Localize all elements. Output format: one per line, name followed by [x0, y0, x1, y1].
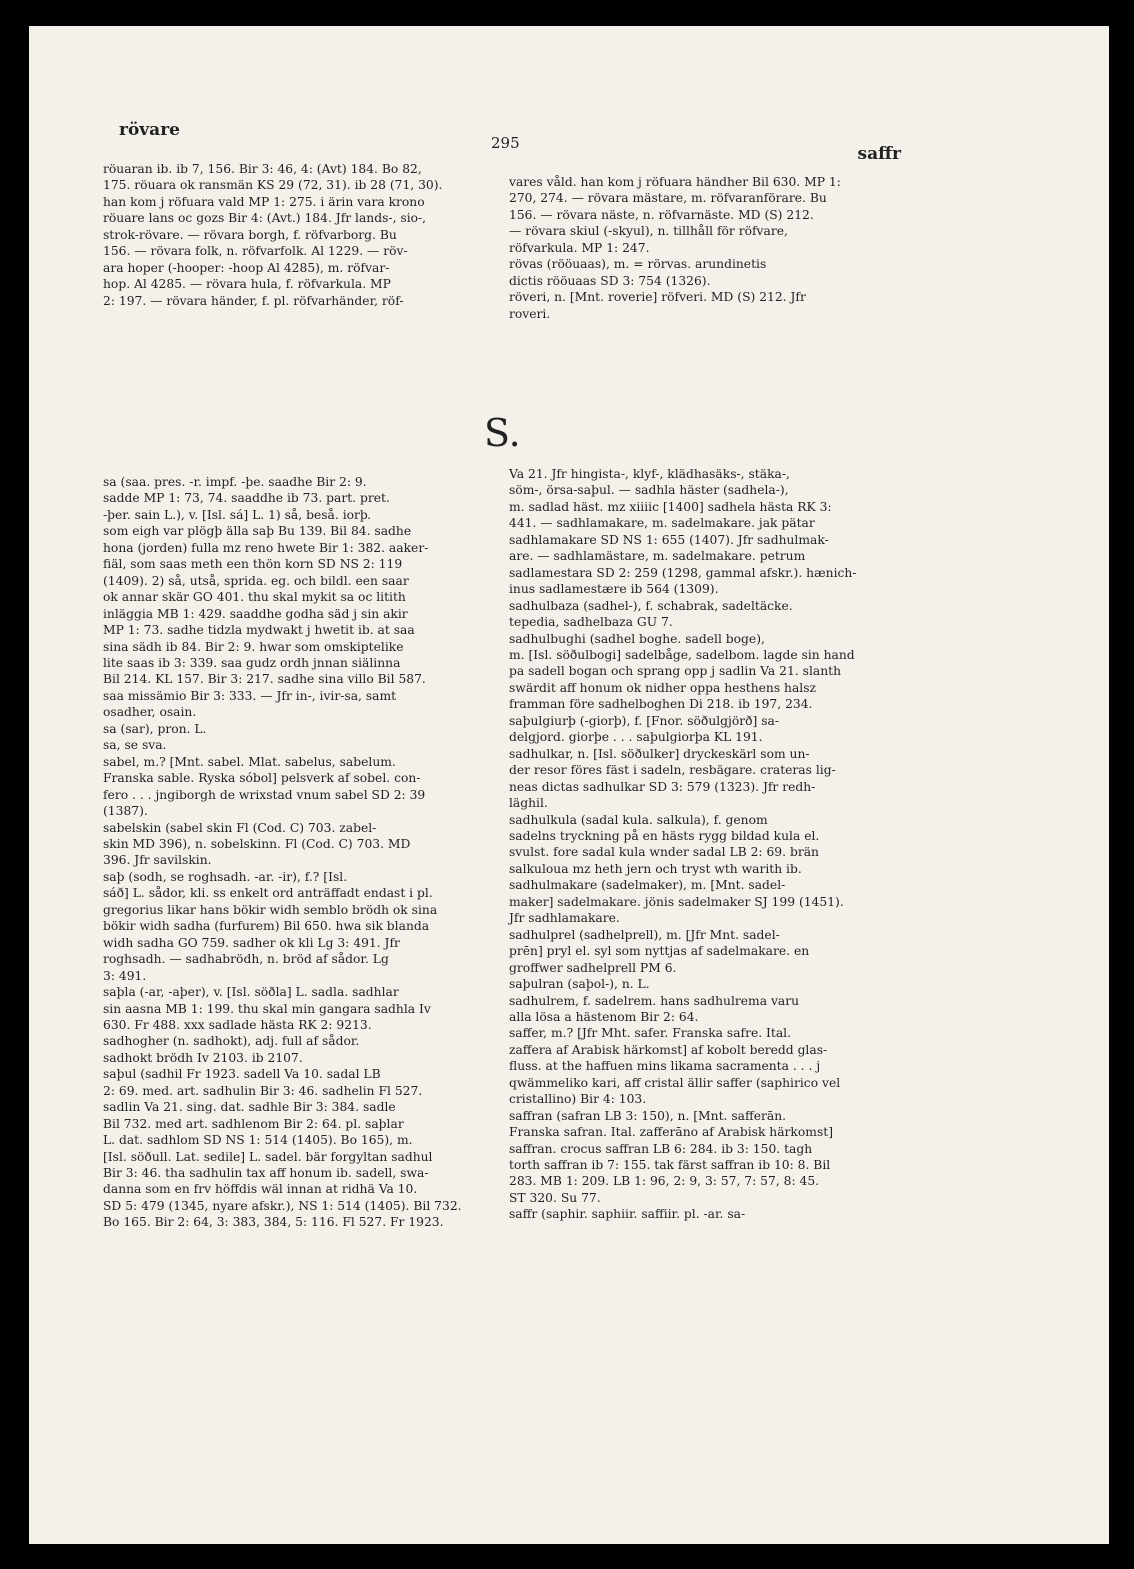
text-line: zaffera af Arabisk härkomst] af kobolt beredd glas- [509, 1042, 828, 1057]
text-line: söm-, örsa-saþul. — sadhla häster (sadhela-), [509, 483, 789, 498]
text-line: sadlamestara SD 2: 259 (1298, gammal afskr.). hænich- [509, 565, 857, 580]
running-head-left: rövare [119, 120, 180, 140]
text-line: inus sadlamestære ib 564 (1309). [509, 582, 719, 597]
top-left-column [103, 161, 493, 309]
text-line: 630. Fr 488. xxx sadlade hästa RK 2: 9213. [103, 1017, 372, 1032]
text-line: hona (jorden) fulla mz reno hwete Bir 1: 382. aaker- [103, 540, 429, 555]
text-line: hop. Al 4285. — rövara hula, f. röfvarkula. MP [103, 277, 391, 292]
text-line: widh sadha GO 759. sadher ok kli Lg 3: 491. Jfr [103, 935, 400, 950]
text-line: -þer. sain L.), v. [Isl. sá] L. 1) så, beså. iorþ. [103, 507, 372, 522]
text-line: tepedia, sadhelbaza GU 7. [509, 615, 673, 630]
text-line: sadhulbughi (sadhel boghe. sadell boge), [509, 631, 765, 646]
text-line: saþ (sodh, se roghsadh. -ar. -ir), f.? [Isl. [103, 869, 348, 884]
text-line: strok-rövare. — rövara borgh, f. röfvarborg. Bu [103, 227, 397, 242]
text-line: salkuloua mz heth jern och tryst wth warith ib. [509, 861, 802, 876]
text-line: röfvarkula. MP 1: 247. [509, 240, 650, 255]
text-line: Bil 214. KL 157. Bir 3: 217. sadhe sina villo Bil 587. [103, 672, 426, 687]
running-head-right: saffr [857, 144, 901, 164]
text-line: groffwer sadhelprell PM 6. [509, 960, 677, 975]
text-line: vares våld. han kom j röfuara händher Bil 630. MP 1: [509, 175, 841, 189]
text-line: Bir 3: 46. tha sadhulin tax aff honum ib. sadell, swa- [103, 1166, 429, 1181]
text-line: sáð] L. sådor, kli. ss enkelt ord anträffadt endast i pl. [103, 886, 433, 901]
text-line: 2: 197. — rövara händer, f. pl. röfvarhänder, röf- [103, 293, 404, 308]
text-line: bökir widh sadha (furfurem) Bil 650. hwa sik blanda [103, 919, 430, 934]
text-line: saþulran (saþol-), n. L. [509, 977, 650, 992]
text-line: roveri. [509, 306, 551, 321]
text-line: lite saas ib 3: 339. saa gudz ordh jnnan siälinna [103, 655, 401, 670]
text-line: ST 320. Su 77. [509, 1190, 601, 1205]
body-left-column [103, 474, 505, 1231]
text-line: han kom j röfuara vald MP 1: 275. i ärin vara krono [103, 194, 425, 209]
text-line: fero . . . jngiborgh de wrixstad vnum sabel SD 2: 39 [103, 787, 426, 802]
text-line: qwämmeliko kari, aff cristal ällir saffer (saphirico vel [509, 1075, 841, 1090]
section-letter-heading: S. [484, 411, 521, 455]
text-line: fiäl, som saas meth een thön korn SD NS 2: 119 [103, 557, 403, 572]
text-line: Franska sable. Ryska sóbol] pelsverk af sobel. con- [103, 771, 421, 786]
text-line: saffer, m.? [Jfr Mht. safer. Franska safre. Ital. [509, 1026, 792, 1041]
text-line: sina sädh ib 84. Bir 2: 9. hwar som omskiptelike [103, 639, 404, 654]
text-line: torth saffran ib 7: 155. tak färst saffran ib 10: 8. Bil [509, 1158, 831, 1173]
text-line: maker] sadelmakare. jönis sadelmaker SJ 199 (1451). [509, 894, 844, 909]
text-line: saffran (safran LB 3: 150), n. [Mnt. safferān. [509, 1108, 787, 1123]
text-line: sadhogher (n. sadhokt), adj. full af sådor. [103, 1034, 360, 1049]
text-line: MP 1: 73. sadhe tidzla mydwakt j hwetit ib. at saa [103, 623, 415, 638]
text-line: gregorius likar hans bökir widh semblo brödh ok sina [103, 902, 438, 917]
text-line: svulst. fore sadal kula wnder sadal LB 2: 69. brän [509, 845, 819, 860]
text-line: röuaran ib. ib 7, 156. Bir 3: 46, 4: (Avt) 184. Bo 82, [103, 162, 422, 176]
text-line: 441. — sadhlamakare, m. sadelmakare. jak pätar [509, 516, 815, 531]
text-line: inläggia MB 1: 429. saaddhe godha säd j sin akir [103, 606, 408, 621]
text-line: ara hoper (-hooper: -hoop Al 4285), m. röfvar- [103, 260, 390, 275]
text-line: sadhulrem, f. sadelrem. hans sadhulrema varu [509, 993, 800, 1008]
text-line: röuare lans oc gozs Bir 4: (Avt.) 184. Jfr lands-, sio-, [103, 211, 427, 226]
text-line: saffran. crocus saffran LB 6: 284. ib 3: 150. tagh [509, 1141, 813, 1156]
text-line: sa (sar), pron. L. [103, 721, 207, 736]
top-right-column [509, 174, 899, 322]
text-line: 156. — rövara näste, n. röfvarnäste. MD (S) 212. [509, 207, 814, 222]
text-line: (1387). [103, 804, 148, 819]
text-line: cristallino) Bir 4: 103. [509, 1092, 647, 1107]
text-line: swärdit aff honum ok nidher oppa hesthens halsz [509, 680, 817, 695]
text-line: 2: 69. med. art. sadhulin Bir 3: 46. sadhelin Fl 527. [103, 1083, 423, 1098]
text-line: Franska safran. Ital. zafferāno af Arabisk härkomst] [509, 1125, 834, 1140]
text-line: 175. röuara ok ransmän KS 29 (72, 31). ib 28 (71, 30). [103, 178, 443, 193]
text-line: sadhulkar, n. [Isl. söðulker] dryckeskärl som un- [509, 746, 810, 761]
text-line: m. sadlad häst. mz xiiiic [1400] sadhela hästa RK 3: [509, 499, 832, 514]
text-line: saþulgiurþ (-giorþ), f. [Fnor. söðulgjörð] sa- [509, 713, 780, 728]
text-line: sadhulkula (sadal kula. salkula), f. genom [509, 812, 768, 827]
text-line: sadlin Va 21. sing. dat. sadhle Bir 3: 384. sadle [103, 1100, 396, 1115]
body-right-column [509, 466, 901, 1223]
text-line: sabelskin (sabel skin Fl (Cod. C) 703. zabel- [103, 820, 377, 835]
text-line: sadde MP 1: 73, 74. saaddhe ib 73. part. pret. [103, 491, 390, 506]
text-line: sin aasna MB 1: 199. thu skal min gangara sadhla Iv [103, 1001, 431, 1016]
text-line: osadher, osain. [103, 705, 197, 720]
text-line: roghsadh. — sadhabrödh, n. bröd af sådor. Lg [103, 952, 389, 967]
dictionary-page [29, 26, 1109, 1544]
text-line: Jfr sadhlamakare. [509, 911, 620, 926]
text-line: neas dictas sadhulkar SD 3: 579 (1323). Jfr redh- [509, 779, 816, 794]
text-line: Va 21. Jfr hingista-, klyf-, klädhasäks-, stäka-, [509, 467, 790, 481]
page-number: 295 [491, 134, 520, 152]
text-line: saa missämio Bir 3: 333. — Jfr in-, ivir-sa, samt [103, 688, 397, 703]
text-line: saffr (saphir. saphiir. saffiir. pl. -ar. sa- [509, 1207, 746, 1222]
text-line: sabel, m.? [Mnt. sabel. Mlat. sabelus, sabelum. [103, 754, 396, 769]
text-line: skin MD 396), n. sobelskinn. Fl (Cod. C) 703. MD [103, 836, 411, 851]
text-line: 270, 274. — rövara mästare, m. röfvaranförare. Bu [509, 191, 827, 206]
text-line: [Isl. söðull. Lat. sedile] L. sadel. bär forgyltan sadhul [103, 1149, 433, 1164]
text-line: are. — sadhlamästare, m. sadelmakare. petrum [509, 549, 806, 564]
text-line: L. dat. sadhlom SD NS 1: 514 (1405). Bo 165), m. [103, 1133, 413, 1148]
text-line: 3: 491. [103, 968, 147, 983]
text-line: m. [Isl. söðulbogi] sadelbåge, sadelbom. lagde sin hand [509, 647, 855, 662]
text-line: fluss. at the haffuen mins likama sacramenta . . . j [509, 1059, 821, 1074]
text-line: saþul (sadhil Fr 1923. sadell Va 10. sadal LB [103, 1067, 381, 1082]
text-line: 156. — rövara folk, n. röfvarfolk. Al 1229. — röv- [103, 244, 408, 259]
text-line: pa sadell bogan och sprang opp j sadlin Va 21. slanth [509, 664, 841, 679]
text-line: — rövara skiul (-skyul), n. tillhåll för röfvare, [509, 224, 788, 239]
text-line: som eigh var plögþ älla saþ Bu 139. Bil 84. sadhe [103, 524, 412, 539]
text-line: läghil. [509, 796, 548, 811]
text-line: prēn] pryl el. syl som nyttjas af sadelmakare. en [509, 944, 810, 959]
text-line: danna som en frv höffdis wäl innan at ridhä Va 10. [103, 1182, 418, 1197]
text-line: alla lösa a hästenom Bir 2: 64. [509, 1009, 699, 1024]
text-line: sa (saa. pres. -r. impf. -þe. saadhe Bir 2: 9. [103, 475, 367, 489]
text-line: Bil 732. med art. sadhlenom Bir 2: 64. pl. saþlar [103, 1116, 404, 1131]
text-line: sadhulmakare (sadelmaker), m. [Mnt. sadel- [509, 878, 786, 893]
text-line: (1409). 2) så, utså, sprida. eg. och bildl. een saar [103, 573, 409, 588]
text-line: delgjord. giorþe . . . saþulgiorþa KL 191. [509, 730, 763, 745]
text-line: sadhulbaza (sadhel-), f. schabrak, sadeltäcke. [509, 598, 793, 613]
text-line: sadhulprel (sadhelprell), m. [Jfr Mnt. sadel- [509, 927, 780, 942]
text-line: SD 5: 479 (1345, nyare afskr.), NS 1: 514 (1405). Bil 732. [103, 1198, 462, 1213]
text-line: röveri, n. [Mnt. roverie] röfveri. MD (S) 212. Jfr [509, 290, 806, 305]
text-line: 283. MB 1: 209. LB 1: 96, 2: 9, 3: 57, 7: 57, 8: 45. [509, 1174, 820, 1189]
text-line: sadelns tryckning på en hästs rygg bildad kula el. [509, 828, 820, 843]
text-line: sadhokt brödh Iv 2103. ib 2107. [103, 1050, 303, 1065]
text-line: ok annar skär GO 401. thu skal mykit sa oc litith [103, 590, 406, 605]
text-line: dictis rööuaas SD 3: 754 (1326). [509, 273, 711, 288]
text-line: sa, se sva. [103, 738, 167, 753]
text-line: framman före sadhelboghen Di 218. ib 197, 234. [509, 697, 813, 712]
text-line: saþla (-ar, -aþer), v. [Isl. söðla] L. sadla. sadhlar [103, 985, 399, 1000]
text-line: sadhlamakare SD NS 1: 655 (1407). Jfr sadhulmak- [509, 532, 829, 547]
text-line: Bo 165. Bir 2: 64, 3: 383, 384, 5: 116. Fl 527. Fr 1923. [103, 1215, 444, 1230]
text-line: 396. Jfr savilskin. [103, 853, 212, 868]
text-line: der resor föres fäst i sadeln, resbägare. crateras lig- [509, 763, 836, 778]
text-line: rövas (rööuaas), m. = rörvas. arundinetis [509, 257, 767, 272]
